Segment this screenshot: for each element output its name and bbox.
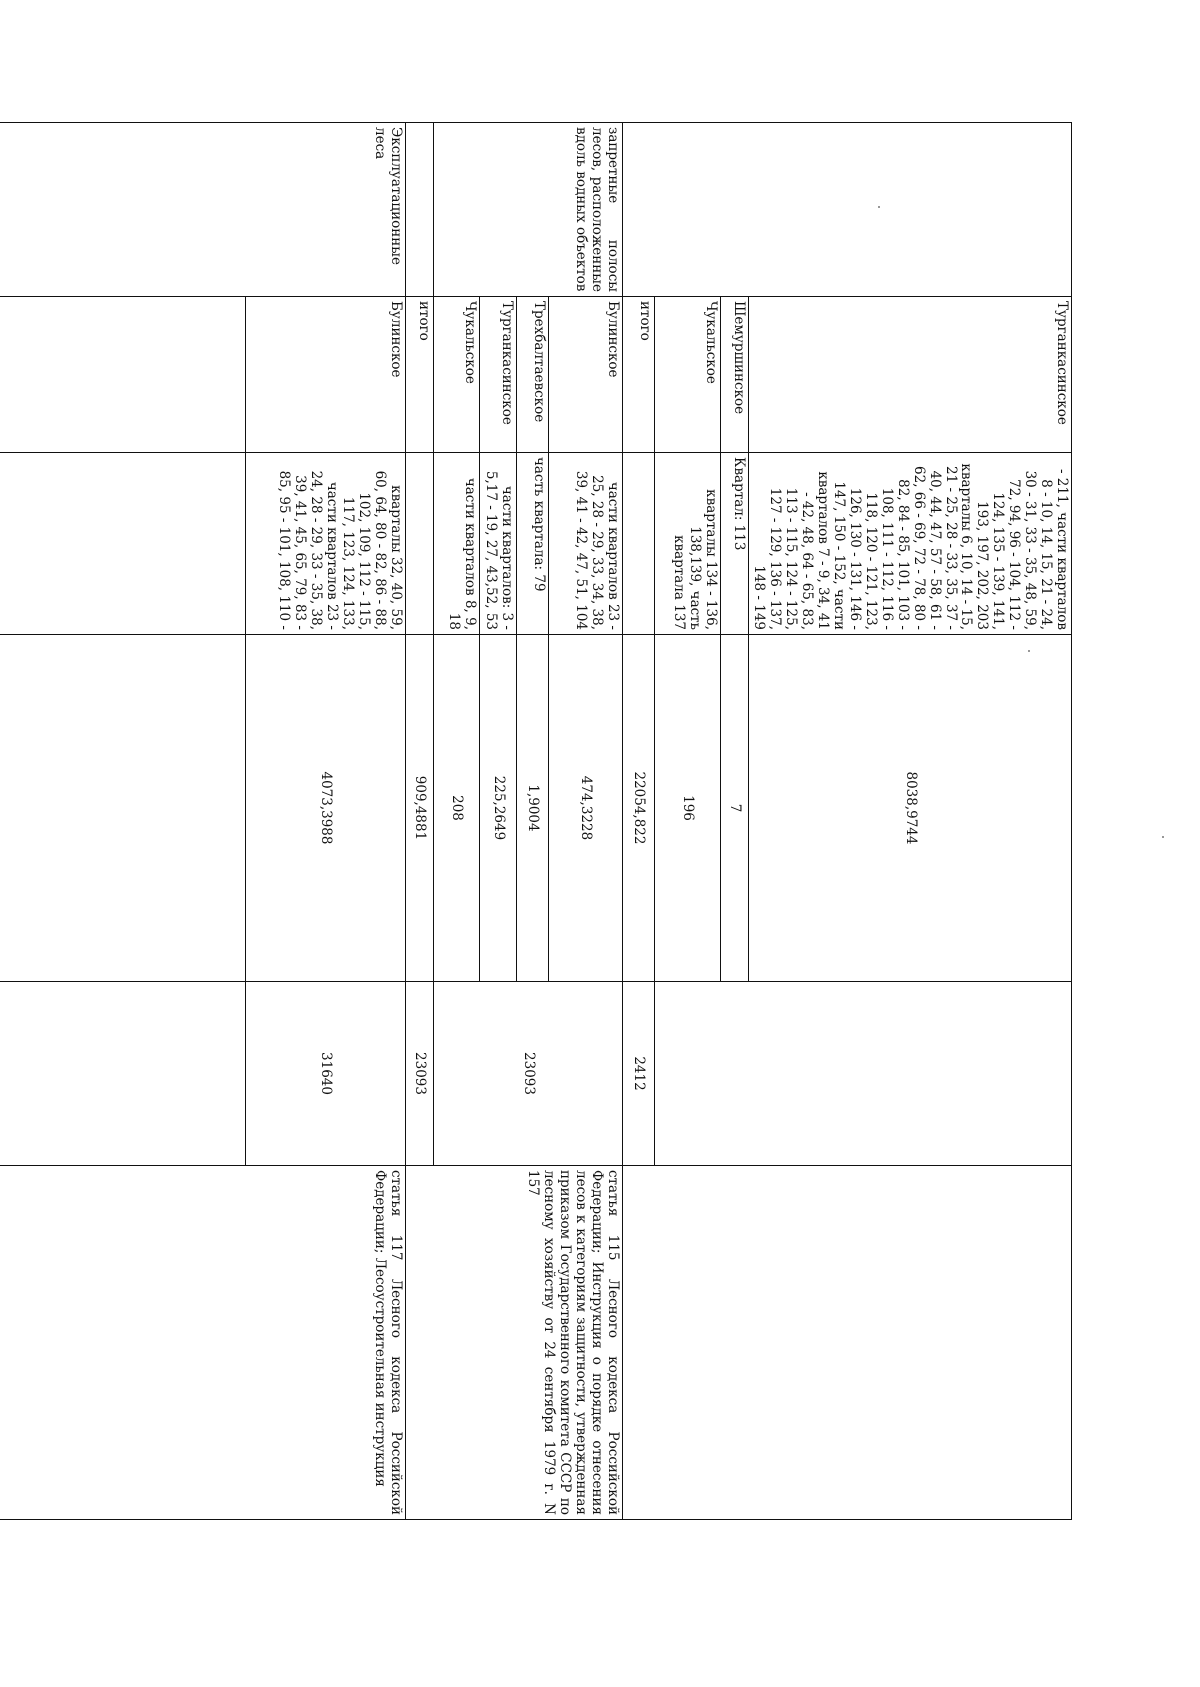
area-cell: 4073,3988 bbox=[245, 635, 405, 982]
quarters-cell: Квартал: 113 bbox=[720, 453, 748, 635]
area-cell: 8038,9744 bbox=[748, 635, 1071, 982]
table-row bbox=[748, 123, 1071, 1520]
forestry-cell: итого bbox=[622, 297, 654, 453]
quarters-cell: части кварталов 8, 9, 18 bbox=[433, 453, 479, 635]
category-cell: запретные полосы лесов, расположенные вдоль водных объектов bbox=[433, 123, 622, 297]
total-cell: 23093 bbox=[405, 982, 433, 1166]
basis-cell: статья 115 Лесного кодекса Российской Федерации; Инструкция о порядке отнесения лесов к категориям защитности, утвержденная приказом Государственного комитета СССР по лесному хозяйству от 24 сентября 1979 г. N 157 bbox=[405, 1166, 622, 1520]
forestry-cell: Трехбалтаевское bbox=[516, 297, 548, 453]
area-cell: 1,9004 bbox=[516, 635, 548, 982]
basis-cell bbox=[622, 1166, 1071, 1520]
forestry-cell: Турганкасинское bbox=[479, 297, 516, 453]
area-cell bbox=[0, 635, 245, 982]
quarters-cell bbox=[0, 453, 245, 635]
category-cell bbox=[622, 123, 1071, 297]
forestry-cell: Шемуршинское bbox=[720, 297, 748, 453]
area-cell: 22054,822 bbox=[622, 635, 654, 982]
quarters-cell bbox=[405, 453, 433, 635]
basis-cell: статья 117 Лесного кодекса Российской Федерации; Лесоустроительная инструкция bbox=[0, 1166, 405, 1520]
quarters-cell: часть квартала: 79 bbox=[516, 453, 548, 635]
quarters-cell: - 211, части кварталов 8 - 10, 14, 15, 21 - 24, 30 - 31, 33 - 35, 48, 59, 72, 94, 96 - 104, 112 - 124, 135 - 139, 141, 193, 197, 202, 203 кварталы 6, 10, 14 - 15, 21 - 25, 28 - 33, 35, 37 - 40, 44, 47, 57 - 58, 61 - 62, 66 - 69, 72 - 78, 80 - 82, 84 - 85, 101, 103 - 108, 111 - 112, 116 - 118, 120 - 121, 123, 126, 130 - 131, 146 - 147, 150 - 152, части кварталов 7 - 9, 34, 41 - 42, 48, 64 - 65, 83, 113 - 115, 124 - 125, 127 - 129, 136 - 137, 148 - 149 bbox=[748, 453, 1071, 635]
total-cell bbox=[748, 982, 1071, 1166]
area-cell: 208 bbox=[433, 635, 479, 982]
table-row bbox=[548, 123, 622, 1520]
area-cell: 196 bbox=[654, 635, 720, 982]
forestry-cell bbox=[0, 297, 245, 453]
total-cell bbox=[720, 982, 748, 1166]
forest-category-table bbox=[0, 122, 1072, 1520]
forestry-cell: итого bbox=[405, 297, 433, 453]
table-row bbox=[245, 123, 405, 1520]
area-cell: 909,4881 bbox=[405, 635, 433, 982]
area-cell: 7 bbox=[720, 635, 748, 982]
total-cell: 23093 bbox=[433, 982, 622, 1166]
forestry-cell: Турганкасинское bbox=[748, 297, 1071, 453]
total-cell bbox=[654, 982, 720, 1166]
area-cell: 474,3228 bbox=[548, 635, 622, 982]
forestry-cell: Булинское bbox=[245, 297, 405, 453]
category-cell: Эксплуатационные леса bbox=[0, 123, 405, 297]
forestry-cell: Чукальское bbox=[654, 297, 720, 453]
forestry-cell: Чукальское bbox=[433, 297, 479, 453]
quarters-cell: кварталы 32, 40, 59, 60, 64, 80 - 82, 86 - 88, 102, 109, 112 - 115, 117, 123, 124, 133, части кварталов 23 - 24, 28 - 29, 33 - 35, 38, 39, 41, 45, 65, 79, 83 - 85, 95 - 101, 108, 110 - bbox=[245, 453, 405, 635]
total-cell bbox=[0, 982, 245, 1166]
forestry-cell: Булинское bbox=[548, 297, 622, 453]
category-cell bbox=[405, 123, 433, 297]
quarters-cell: части кварталов 23 - 25, 28 - 29, 33, 34, 38, 39, 41 - 42, 47, 51, 104 bbox=[548, 453, 622, 635]
quarters-cell bbox=[622, 453, 654, 635]
quarters-cell: кварталы 134 - 136, 138,139, часть квартала 137 bbox=[654, 453, 720, 635]
area-cell: 225,2649 bbox=[479, 635, 516, 982]
total-cell: 31640 bbox=[245, 982, 405, 1166]
quarters-cell: части кварталов: 3 - 5,17 - 19, 27, 43,52, 53 bbox=[479, 453, 516, 635]
total-cell: 2412 bbox=[622, 982, 654, 1166]
